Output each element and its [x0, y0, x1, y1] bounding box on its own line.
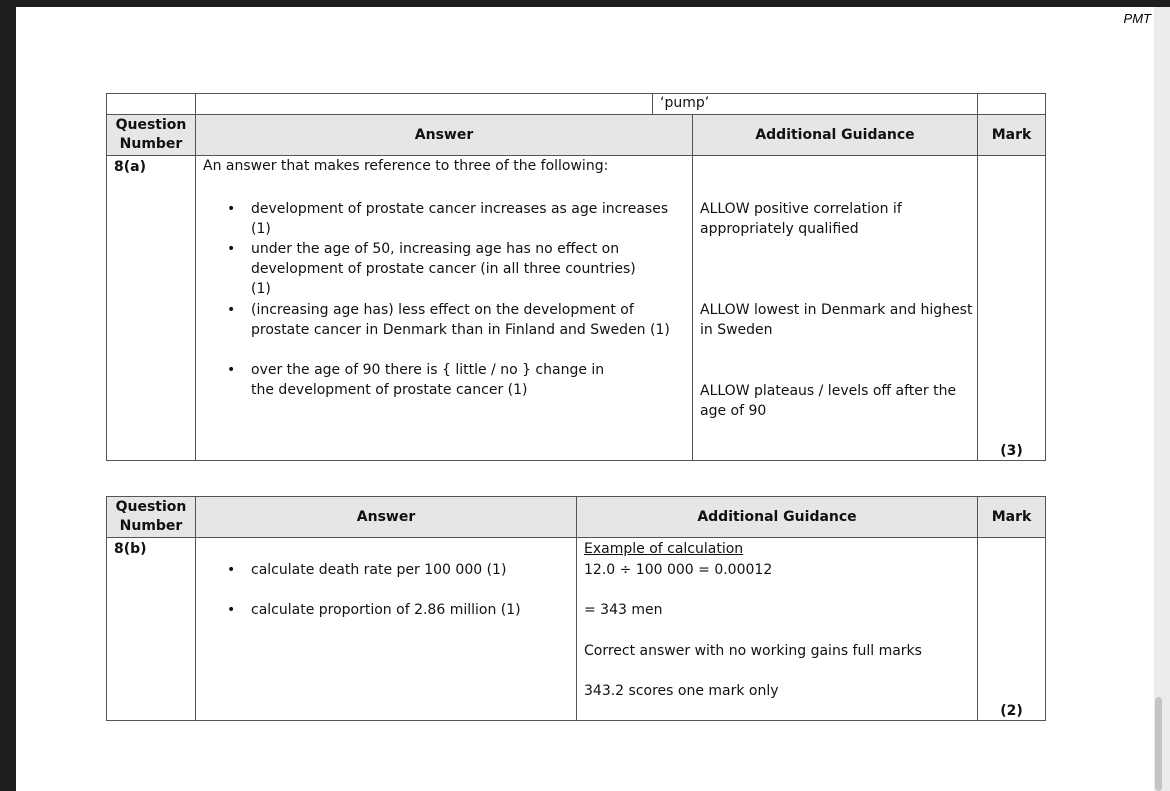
- mark-scheme-table-8b: [106, 496, 1046, 721]
- answer-row: [107, 156, 1046, 461]
- scrollbar-track[interactable]: [1154, 7, 1170, 791]
- corner-label: PMT: [1123, 11, 1151, 26]
- answer-bullet: • calculate proportion of 2.86 million (1): [251, 600, 571, 620]
- answer-bullet: • over the age of 90 there is { little / no } change in the development of prostate cancer (1): [251, 360, 631, 400]
- header-question-number: Question Number: [107, 497, 196, 538]
- answer-bullet: • (increasing age has) less effect on the development of prostate cancer in Denmark than in Finland and Sweden (1): [251, 300, 671, 340]
- answer-bullet: • calculate death rate per 100 000 (1): [251, 560, 571, 580]
- guidance-note: 343.2 scores one mark only: [584, 683, 779, 699]
- question-number: 8(b): [107, 538, 196, 721]
- header-guidance: Additional Guidance: [693, 115, 978, 156]
- previous-question-row: [107, 94, 1046, 115]
- answer-intro: An answer that makes reference to three of the following:: [203, 158, 609, 174]
- header-mark: Mark: [978, 115, 1046, 156]
- scrollbar-thumb[interactable]: [1155, 697, 1162, 791]
- guidance-note: ALLOW plateaus / levels off after the age of 90: [700, 383, 957, 419]
- example-heading: Example of calculation: [584, 541, 744, 557]
- guidance-cell: [577, 538, 978, 721]
- mark-value: (2): [978, 538, 1046, 721]
- header-answer: Answer: [196, 497, 577, 538]
- guidance-note: Correct answer with no working gains full marks: [584, 643, 922, 659]
- header-row: [107, 497, 1046, 538]
- calculation-result: = 343 men: [584, 602, 663, 618]
- header-row: [107, 115, 1046, 156]
- viewer-top-border: [0, 0, 1170, 7]
- header-mark: Mark: [978, 497, 1046, 538]
- mark-value: (3): [978, 156, 1046, 461]
- prev-row-text: ‘pump’: [660, 95, 710, 111]
- header-question-number: Question Number: [107, 115, 196, 156]
- viewer-left-border: [0, 0, 16, 791]
- header-answer: Answer: [196, 115, 693, 156]
- answer-row: [107, 538, 1046, 721]
- question-number: 8(a): [107, 156, 196, 461]
- answer-cell: [196, 156, 693, 461]
- guidance-note: ALLOW positive correlation if appropriately qualified: [700, 201, 902, 237]
- mark-scheme-table-8a: [106, 93, 1046, 461]
- answer-bullet: • under the age of 50, increasing age has no effect on development of prostate cancer (in all three countries) (1): [251, 239, 651, 299]
- guidance-cell: [693, 156, 978, 461]
- header-guidance: Additional Guidance: [577, 497, 978, 538]
- guidance-note: ALLOW lowest in Denmark and highest in Sweden: [700, 302, 973, 338]
- answer-cell: [196, 538, 577, 721]
- answer-bullet: • development of prostate cancer increases as age increases (1): [251, 199, 691, 239]
- calculation-line: 12.0 ÷ 100 000 = 0.00012: [584, 562, 773, 578]
